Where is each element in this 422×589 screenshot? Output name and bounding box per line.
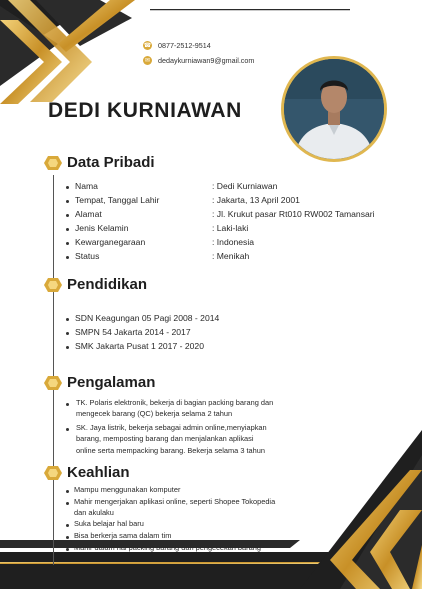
bullet xyxy=(66,200,69,203)
experience-line: mengecek barang (QC) bekerja selama 2 tahun xyxy=(76,409,233,419)
bullet xyxy=(66,346,69,349)
field-value: : Menikah xyxy=(212,251,250,261)
field-label: Nama xyxy=(75,181,98,191)
skill-item xyxy=(74,518,144,529)
bullet xyxy=(66,332,69,335)
bullet xyxy=(66,524,69,527)
bullet xyxy=(66,548,69,551)
experience-item xyxy=(76,422,267,456)
phone-icon: ☎ xyxy=(143,42,152,49)
education-item: SDN Keagungan 05 Pagi 2008 - 2014 xyxy=(75,313,220,323)
section-personal-title: Data Pribadi xyxy=(67,154,155,171)
bullet xyxy=(66,428,69,431)
bullet xyxy=(66,502,69,505)
skill-item xyxy=(74,530,171,541)
bullet xyxy=(66,536,69,539)
email-address: dedaykurniawan9@gmail.com xyxy=(158,56,255,65)
email-icon: ✉ xyxy=(144,57,151,64)
field-value: : Jakarta, 13 April 2001 xyxy=(212,195,300,205)
section-experience-title: Pengalaman xyxy=(67,374,156,391)
hexagon-icon xyxy=(44,465,62,481)
bullet xyxy=(66,228,69,231)
field-value: : Dedi Kurniawan xyxy=(212,181,278,191)
candidate-name: DEDI KURNIAWAN xyxy=(48,99,242,122)
skill-item xyxy=(74,496,275,519)
field-label: Jenis Kelamin xyxy=(75,223,129,233)
bullet xyxy=(66,242,69,245)
field-value: : Indonesia xyxy=(212,237,255,247)
skill-line: Mahir dalam hal packing barang dan pengecekan barang xyxy=(74,543,261,552)
profile-photo xyxy=(281,56,387,162)
section-skills-header xyxy=(44,464,130,481)
field-value: : Laki-laki xyxy=(212,223,249,233)
field-label: Tempat, Tanggal Lahir xyxy=(75,195,160,205)
section-personal-header xyxy=(44,154,155,171)
hexagon-icon xyxy=(44,155,62,171)
timeline-line xyxy=(53,175,54,565)
skill-line: Mampu menggunakan komputer xyxy=(74,485,181,494)
section-experience-header xyxy=(44,374,155,391)
person-silhouette xyxy=(284,59,384,159)
experience-line: TK. Polaris elektronik, bekerja di bagian packing barang dan xyxy=(76,398,274,407)
field-label: Alamat xyxy=(75,209,102,219)
bullet xyxy=(66,318,69,321)
experience-item xyxy=(76,397,273,420)
experience-line: online serta mempacking barang. Bekerja selama 3 tahun xyxy=(76,445,265,455)
skill-line: Suka belajar hal baru xyxy=(74,519,144,528)
bullet xyxy=(66,186,69,189)
contact-phone xyxy=(143,41,211,50)
skill-line: Mahir mengerjakan aplikasi online, seperti Shopee Tokopedia xyxy=(74,497,276,506)
experience-line: SK. Jaya listrik, bekerja sebagai admin online,menyiapkan xyxy=(76,423,267,432)
hexagon-icon xyxy=(44,277,62,293)
bullet xyxy=(66,403,69,406)
bullet xyxy=(66,256,69,259)
bullet xyxy=(66,214,69,217)
education-item: SMPN 54 Jakarta 2014 - 2017 xyxy=(75,327,191,337)
field-value: : Jl. Krukut pasar Rt010 RW002 Tamansari xyxy=(212,209,375,219)
section-education-title: Pendidikan xyxy=(67,276,148,293)
section-skills-title: Keahlian xyxy=(67,464,130,481)
section-education-header xyxy=(44,276,147,293)
education-item: SMK Jakarta Pusat 1 2017 - 2020 xyxy=(75,341,204,351)
field-label: Status xyxy=(75,251,100,261)
phone-number: 0877-2512-9514 xyxy=(158,41,211,50)
experience-line: barang, memposting barang dan menjalankan aplikasi xyxy=(76,434,254,444)
field-label: Kewarganegaraan xyxy=(75,237,146,247)
skill-item xyxy=(74,542,261,553)
skill-item xyxy=(74,484,180,495)
contact-email xyxy=(143,56,254,65)
hexagon-icon xyxy=(44,375,62,391)
skill-line: dan akulaku xyxy=(74,508,114,518)
skill-line: Bisa berkerja sama dalam tim xyxy=(74,531,172,540)
bullet xyxy=(66,490,69,493)
